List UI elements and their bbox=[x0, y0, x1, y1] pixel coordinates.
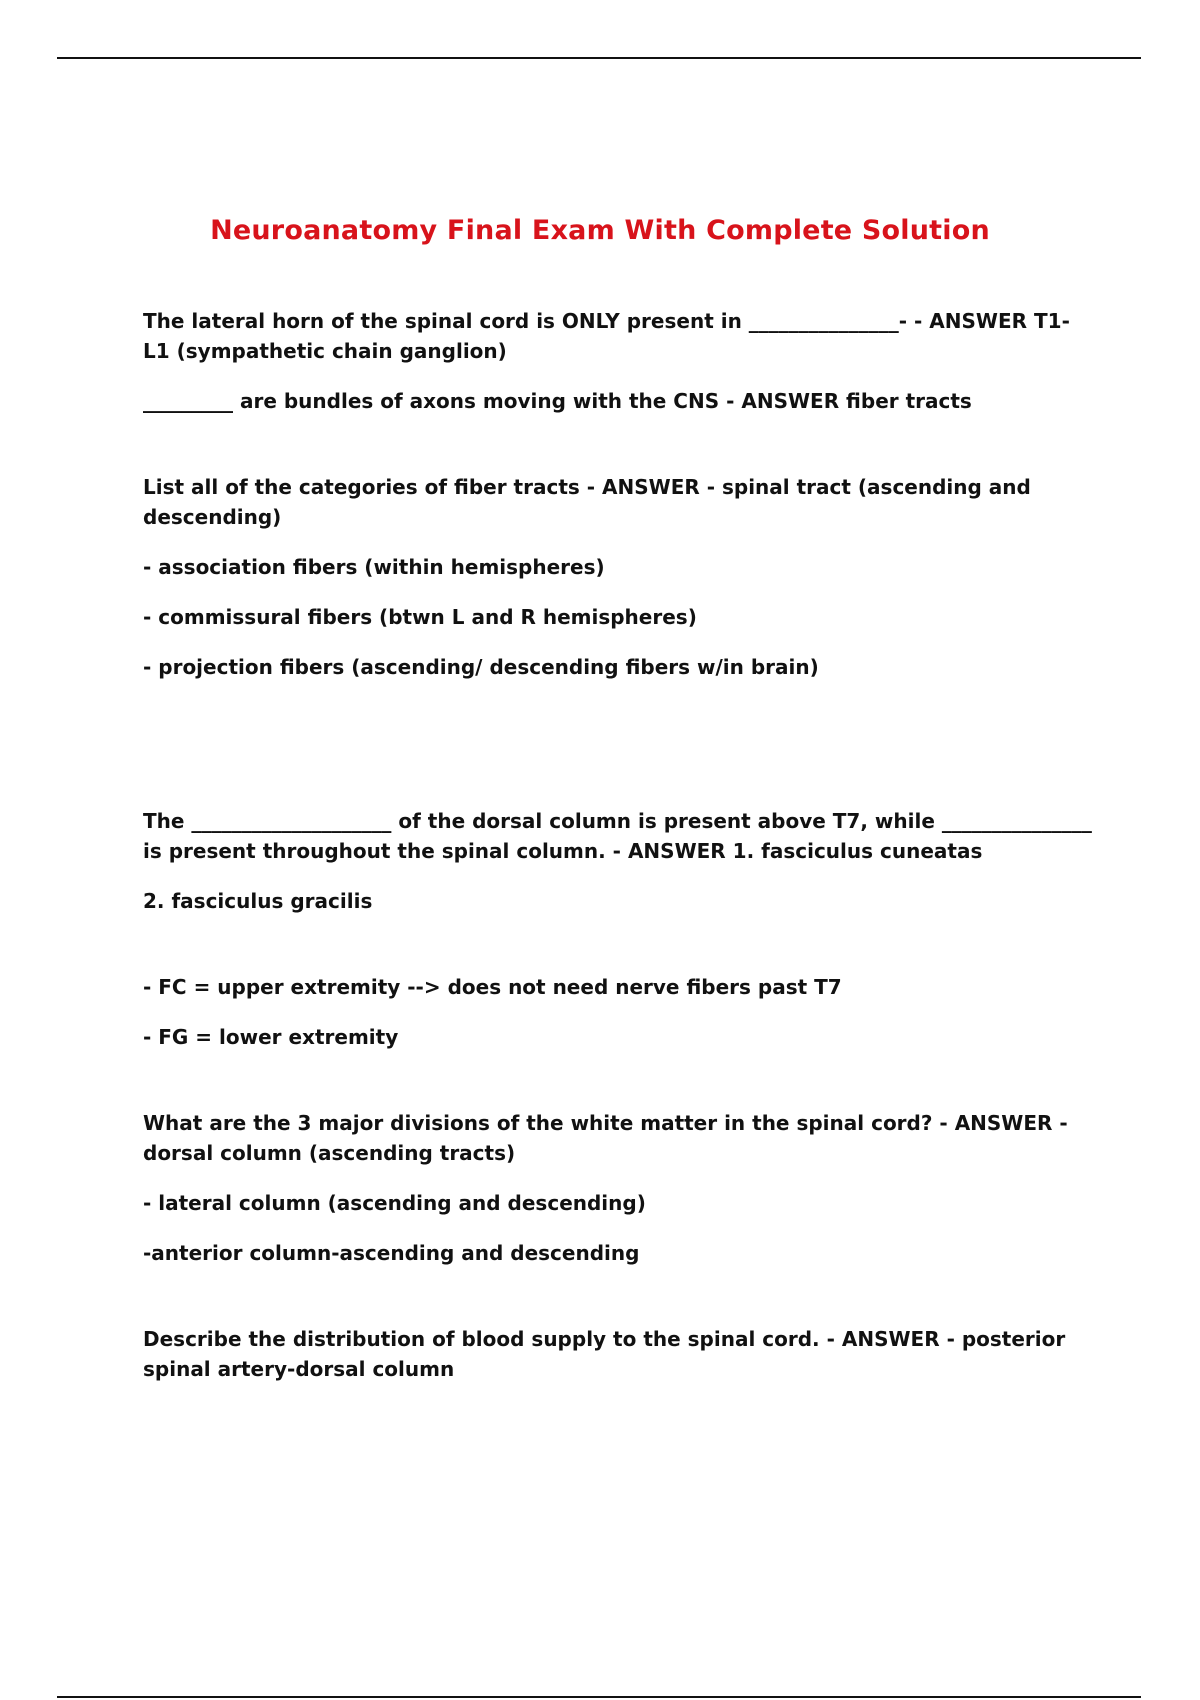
qa-paragraph: _________ are bundles of axons moving with the CNS - ANSWER fiber tracts bbox=[143, 389, 972, 413]
document-title: Neuroanatomy Final Exam With Complete Solution bbox=[210, 215, 990, 247]
qa-paragraph: 2. fasciculus gracilis bbox=[143, 889, 373, 913]
qa-paragraph: - FG = lower extremity bbox=[143, 1025, 399, 1049]
qa-paragraph: The lateral horn of the spinal cord is ONLY present in _______________- - ANSWER T1-L1 (sympathetic chain ganglion) bbox=[143, 309, 1070, 363]
qa-paragraph: List all of the categories of fiber tracts - ANSWER - spinal tract (ascending and descending) bbox=[143, 475, 1031, 529]
qa-paragraph: - FC = upper extremity --> does not need nerve fibers past T7 bbox=[143, 975, 842, 999]
top-rule bbox=[57, 57, 1141, 59]
qa-paragraph: - association fibers (within hemispheres) bbox=[143, 555, 605, 579]
document-body bbox=[143, 306, 1093, 1404]
qa-paragraph: What are the 3 major divisions of the white matter in the spinal cord? - ANSWER - dorsal column (ascending tracts) bbox=[143, 1111, 1068, 1165]
qa-paragraph: Describe the distribution of blood supply to the spinal cord. - ANSWER - posterior spinal artery-dorsal column bbox=[143, 1327, 1066, 1381]
qa-paragraph: - commissural fibers (btwn L and R hemispheres) bbox=[143, 605, 697, 629]
qa-paragraph: - projection fibers (ascending/ descending fibers w/in brain) bbox=[143, 655, 819, 679]
qa-paragraph: - lateral column (ascending and descending) bbox=[143, 1191, 646, 1215]
qa-paragraph: -anterior column-ascending and descending bbox=[143, 1241, 640, 1265]
qa-paragraph: The ____________________ of the dorsal column is present above T7, while _______________ is present throughout the spinal column. - ANSWER 1. fasciculus cuneatas bbox=[143, 809, 1092, 863]
bottom-rule bbox=[57, 1696, 1141, 1698]
